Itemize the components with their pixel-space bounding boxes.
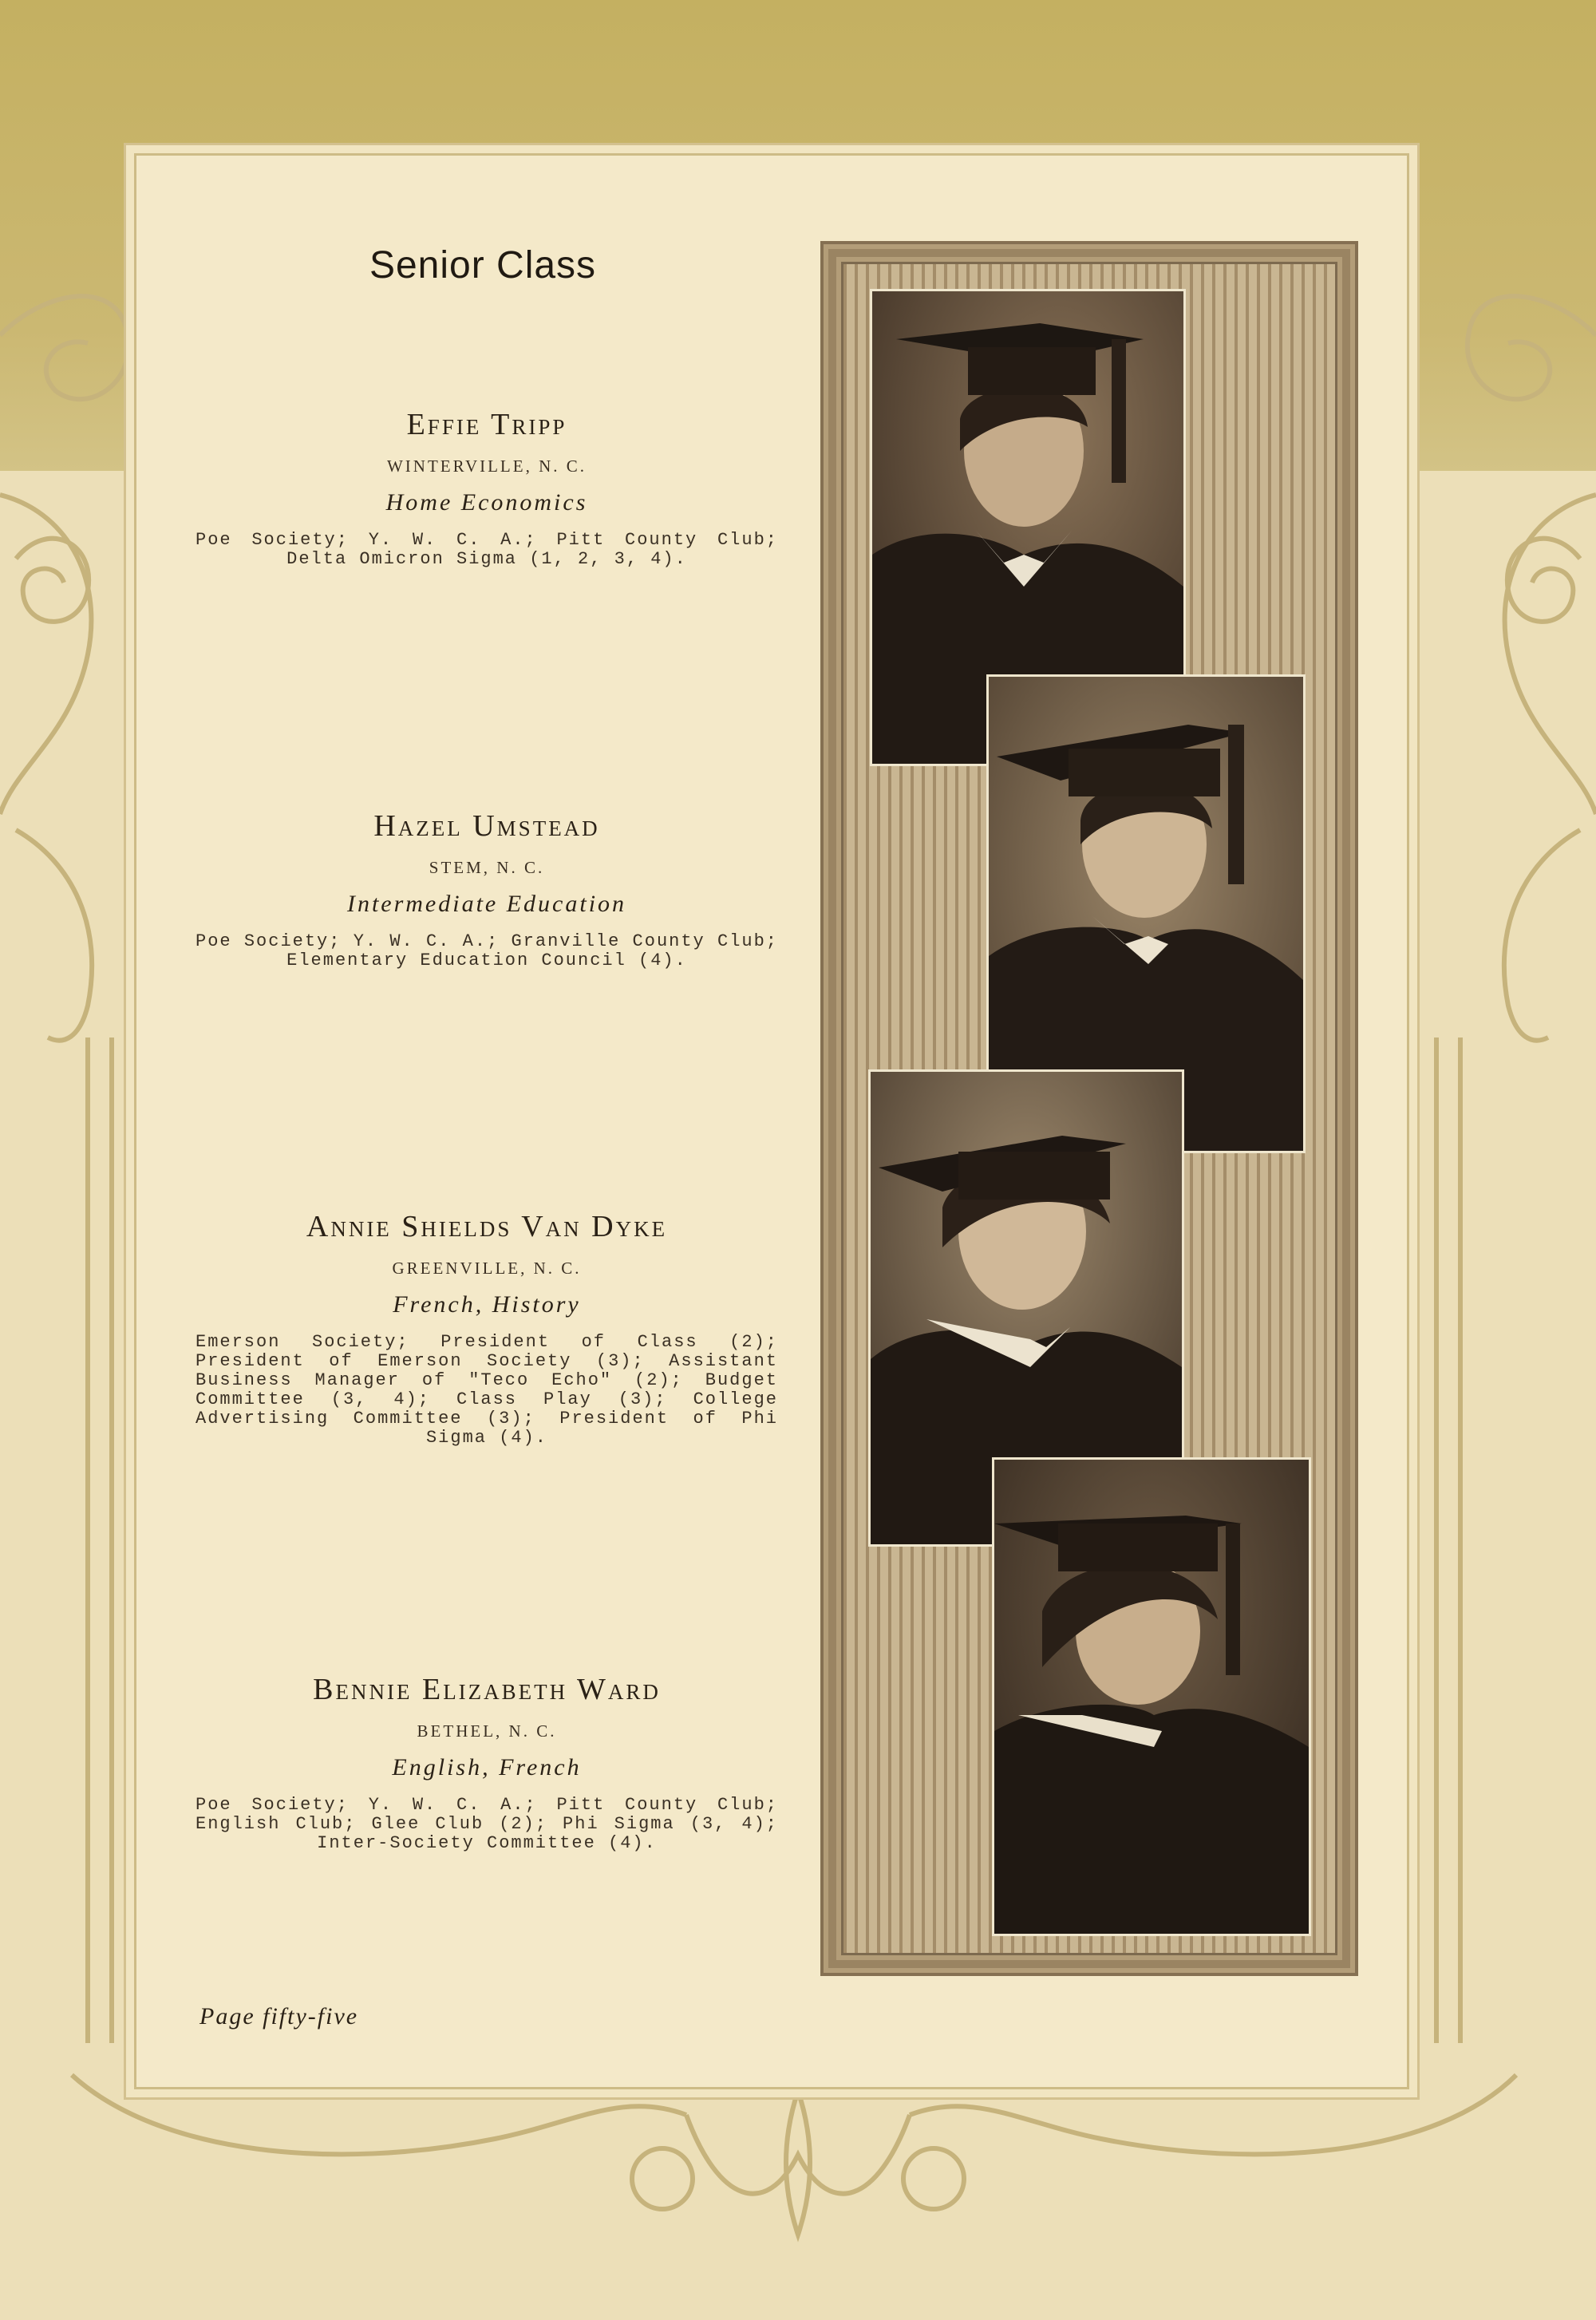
right-rose	[1507, 539, 1580, 622]
senior-activities: Poe Society; Y. W. C. A.; Granville County Club; Elementary Education Council (4).	[196, 931, 778, 970]
bottom-center-flourish	[686, 2115, 910, 2194]
senior-course: Home Economics	[385, 489, 588, 516]
left-rose	[16, 539, 89, 622]
senior-course: French, History	[393, 1291, 581, 1318]
bottom-center-leaf	[786, 2091, 810, 2235]
senior-entry	[196, 1209, 778, 1448]
senior-activities: Emerson Society; President of Class (2); President of Emerson Society (3); Assistant Business Manager of "Teco Echo" (2); Budget Committee (3, 4); Class Play (3); College Advertising Committee (3); President of Phi Sigma (4).	[196, 1332, 778, 1448]
left-pillar	[88, 1037, 112, 2043]
senior-activities: Poe Society; Y. W. C. A.; Pitt County Club; English Club; Glee Club (2); Phi Sigma (3, 4); Inter-Society Committee (4).	[196, 1795, 778, 1853]
senior-name: Hazel Umstead	[373, 809, 600, 843]
senior-name: Annie Shields Van Dyke	[306, 1210, 668, 1243]
left-scroll	[0, 296, 128, 399]
senior-entry	[196, 808, 778, 970]
bottom-rose-left	[632, 2148, 693, 2209]
left-leaf	[16, 830, 92, 1041]
portrait-photo	[992, 1457, 1311, 1936]
senior-course: English, French	[392, 1754, 582, 1781]
page-title: Senior Class	[369, 244, 597, 287]
senior-name: Effie Tripp	[406, 408, 567, 441]
senior-hometown: WINTERVILLE, N. C.	[386, 456, 587, 476]
bottom-rose-right	[903, 2148, 964, 2209]
senior-hometown: GREENVILLE, N. C.	[392, 1259, 582, 1278]
left-scroll-lower	[0, 495, 91, 814]
right-pillar	[1436, 1037, 1460, 2043]
senior-activities: Poe Society; Y. W. C. A.; Pitt County Club; Delta Omicron Sigma (1, 2, 3, 4).	[196, 530, 778, 569]
senior-entry	[196, 1672, 778, 1853]
senior-course: Intermediate Education	[346, 891, 627, 917]
page-number: Page fifty-five	[200, 2003, 359, 2030]
senior-name: Bennie Elizabeth Ward	[313, 1673, 661, 1706]
senior-entry	[196, 407, 778, 569]
right-scroll	[1468, 296, 1596, 399]
right-leaf	[1504, 830, 1580, 1041]
senior-hometown: BETHEL, N. C.	[417, 1721, 557, 1741]
right-scroll-lower	[1505, 495, 1596, 814]
senior-hometown: STEM, N. C.	[429, 858, 545, 877]
